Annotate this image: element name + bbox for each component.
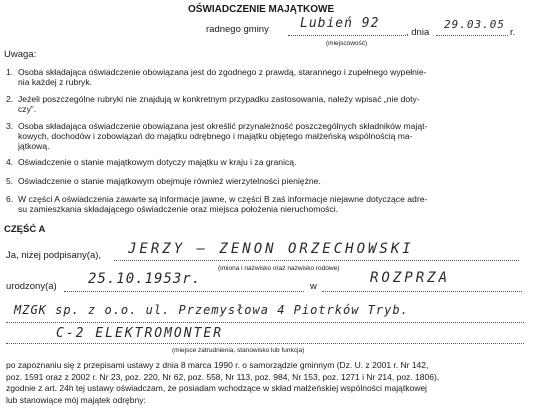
statement-line: zgodnie z art. 24h tej ustawy oświadczam, że posiadam wchodzące w skład małżeńskiej wspólności majątkowej	[6, 383, 427, 393]
notes-heading: Uwaga:	[4, 49, 37, 60]
born-place-handwritten: ROZPRZA	[370, 270, 451, 286]
born-label: urodzony(a)	[6, 281, 57, 292]
note-number: 4.	[6, 157, 14, 167]
statement-line: lub stanowiące mój majątek odrębny:	[6, 394, 146, 405]
note-text: kowych, dochodów i zobowiązań do majątku odrębnego i majątku objętego małżeńską wspólnością ma-	[18, 131, 413, 141]
note-text: jątkową.	[18, 141, 50, 151]
employment-handwritten-2: C-2 ELEKTROMONTER	[56, 326, 224, 341]
note-number: 6.	[6, 194, 14, 204]
note-item-4	[6, 157, 296, 167]
statement-line: po zapoznaniu się z przepisami ustawy z dnia 8 marca 1990 r. o samorządzie gminnym (Dz. U. z 2001 r. Nr 142,	[6, 360, 429, 370]
place-caption: (miejscowość)	[326, 40, 368, 47]
note-text: nia każdej z rubryk.	[18, 77, 93, 87]
council-label: radnego gminy	[206, 24, 269, 35]
name-handwritten: JERZY – ZENON ORZECHOWSKI	[128, 241, 414, 257]
born-date-line	[64, 291, 304, 292]
employment-handwritten-1: MZGK sp. z o.o. ul. Przemysłowa 4 Piotrków Tryb.	[14, 303, 409, 317]
employment-caption: (miejsce zatrudnienia, stanowisko lub funkcja)	[172, 347, 305, 354]
date-prefix: , dnia	[406, 27, 430, 38]
note-number: 5.	[6, 176, 14, 186]
statement-text	[6, 360, 439, 406]
note-text: su zamieszkania składającego oświadczenie oraz miejsca położenia nieruchomości.	[18, 204, 339, 214]
place-handwritten: Lubień 92	[300, 16, 380, 31]
note-item-1	[6, 67, 426, 87]
note-text: Jeżeli poszczególne rubryki nie znajdują w konkretnym przypadku zastosowania, należy wpisać „nie doty-	[18, 94, 420, 104]
note-text: Oświadczenie o stanie majątkowym obejmuje również wierzytelności pieniężne.	[18, 176, 321, 186]
date-handwritten: 29.03.05	[444, 18, 505, 31]
note-text: W części A oświadczenia zawarte są informacje jawne, w części B zaś informacje niejawne dotyczące adre-	[18, 194, 428, 204]
year-suffix: r.	[510, 27, 516, 38]
note-text: Oświadczenie o stanie majątkowym dotyczy majątku w kraju i za granicą.	[18, 157, 297, 167]
employment-line-1	[6, 322, 524, 323]
born-date-handwritten: 25.10.1953r.	[88, 271, 202, 287]
name-caption: (imiona i nazwisko oraz nazwisko rodowe)	[218, 265, 340, 272]
note-text: Osoba składająca oświadczenie obowiązana jest do zgodnego z prawdą, starannego i zupełnego wypełnie-	[18, 67, 427, 77]
employment-line-2	[6, 343, 524, 344]
statement-line: poz. 1591 oraz z 2002 r. Nr 23, poz. 220, Nr 62, poz. 558, Nr 113, poz. 984, Nr 153, poz. 1271 i Nr 214, poz. 1806),	[6, 371, 440, 382]
name-line	[114, 260, 519, 261]
note-number: 1.	[6, 67, 14, 77]
note-item-2	[6, 94, 420, 114]
document-title: OŚWIADCZENIE MAJĄTKOWE	[188, 4, 335, 15]
note-item-6	[6, 194, 427, 214]
place-line	[288, 35, 406, 36]
note-number: 3.	[6, 121, 14, 131]
note-item-5	[6, 176, 321, 186]
date-line	[436, 35, 508, 36]
born-place-line	[322, 291, 522, 292]
name-label: Ja, niżej podpisany(a),	[6, 250, 102, 261]
note-item-3	[6, 121, 427, 151]
part-a-heading: CZĘŚĆ A	[4, 224, 46, 235]
note-number: 2.	[6, 94, 14, 104]
born-in-label: w	[310, 281, 317, 292]
note-text: Osoba składająca oświadczenie obowiązana jest określić przynależność poszczególnych składników mająt-	[18, 121, 428, 131]
note-text: czy”.	[18, 104, 37, 114]
